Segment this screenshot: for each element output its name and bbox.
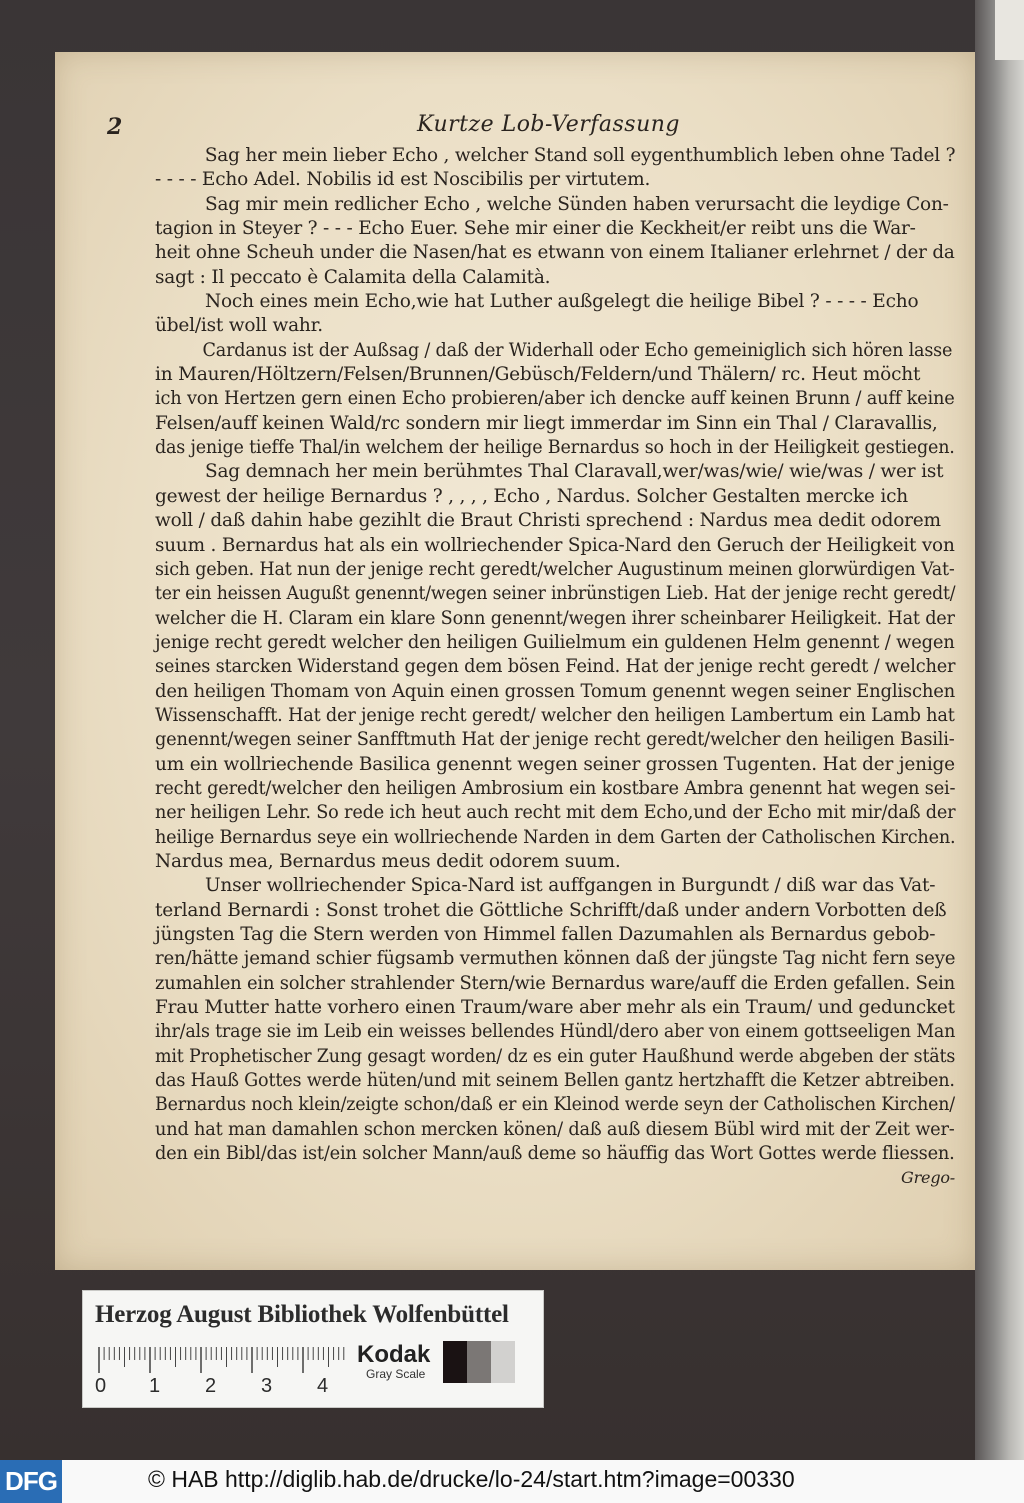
text-line: mit Prophetischer Zung gesagt worden/ dz es ein guter Haußhund werde abgeben der stäts (155, 1045, 956, 1067)
text-line: sagt : Il peccato è Calamita della Calamità. (155, 266, 551, 288)
ruler-number: 3 (261, 1375, 273, 1397)
ruler-number: 1 (149, 1375, 161, 1397)
text-line: um ein wollriechende Basilica genennt wegen seiner grossen Tugenten. Hat der jenige (155, 753, 955, 775)
text-line: terland Bernardi : Sonst trohet die Göttliche Schrifft/daß under andern Vorbotten deß (155, 899, 947, 921)
library-name: Herzog August Bibliothek Wolfenbüttel (95, 1301, 509, 1328)
text-line: Bernardus noch klein/zeigte schon/daß er ein Kleinod werde seyn der Catholischen Kirchen/ (155, 1094, 955, 1116)
text-line: tagion in Steyer ? - - - Echo Euer. Sehe mir einer die Keckheit/er reibt uns die War- (155, 218, 916, 240)
text-line: ihr/als trage sie im Leib ein weisses bellendes Hündl/dero aber von einem gottseeligen Man (155, 1021, 956, 1043)
adjacent-page-edge (975, 0, 1024, 1460)
copyright-url: © HAB http://diglib.hab.de/drucke/lo-24/start.htm?image=00330 (148, 1466, 795, 1492)
ruler-number: 4 (317, 1375, 329, 1397)
text-line: ter ein heissen Augußt genennt/wegen seiner inbrünstigen Lieb. Hat der jenige recht geredt/ (155, 583, 956, 605)
text-line: Nardus mea, Bernardus meus dedit odorem suum. (155, 850, 621, 872)
text-line: recht geredt/welcher den heiligen Ambrosium ein kostbare Ambra genennt hat wegen sei- (155, 777, 956, 799)
dfg-logo: DFG (0, 1460, 62, 1503)
text-line: Sag mir mein redlicher Echo , welche Sünden haben verursacht die leydige Con- (205, 193, 949, 215)
text-line: Unser wollriechender Spica-Nard ist auffgangen in Burgundt / diß war das Vat- (205, 875, 936, 897)
gray-swatch-mid (467, 1341, 491, 1383)
text-line: ren/hätte jemand schier fügsamb vermuthen können daß der jüngste Tag nicht fern seye (155, 948, 956, 970)
ruler-number: 2 (205, 1375, 217, 1397)
catchword: Grego- (901, 1168, 955, 1188)
gray-scale-caption: Gray Scale (366, 1367, 426, 1381)
text-line: und hat man damahlen schon mercken könen/ daß auß diesem Bübl wird mit der Zeit wer- (155, 1118, 955, 1140)
text-line: Noch eines mein Echo,wie hat Luther außgelegt die heilige Bibel ? - - - - Echo (205, 291, 919, 313)
text-line: Felsen/auff keinen Wald/rc sondern mir liegt immerdar im Sinn ein Thal / Claravallis, (155, 412, 938, 434)
running-head (107, 110, 955, 144)
text-line: jenige recht geredt welcher den heiligen Guilielmum ein guldenen Helm genennt / wegen (155, 631, 955, 653)
text-line: heit ohne Scheuh under die Nasen/hat es etwann von einem Italianer erlehrnet / der da (155, 242, 955, 264)
text-line: Frau Mutter hatte vorhero einen Traum/ware aber mehr als ein Traum/ und geduncket (155, 997, 955, 1019)
page-number: 2 (107, 114, 123, 140)
text-line: welcher die H. Claram ein klare Sonn genennt/wegen ihrer scheinbarer Heiligkeit. Hat der (155, 607, 955, 629)
text-line: sich geben. Hat nun der jenige recht geredt/welcher Augustinum meinen glorwürdigen Vat- (155, 558, 955, 580)
text-line: woll / daß dahin habe gezihlt die Braut Christi sprechend : Nardus mea dedit odorem (155, 510, 941, 532)
gray-swatch-light (491, 1341, 515, 1383)
body-text (155, 144, 955, 1166)
kodak-logo: Kodak (357, 1341, 431, 1368)
text-line: jüngsten Tag die Stern werden von Himmel fallen Dazumahlen als Bernardus gebob- (155, 924, 936, 945)
text-line: das Hauß Gottes werde hüten/und mit seinem Bellen gantz hertzhafft die Ketzer abtreiben. (155, 1070, 955, 1092)
text-line: genennt/wegen seiner Sanfftmuth Hat der jenige recht geredt/welcher den heiligen Basili- (155, 729, 955, 751)
text-line: seines starcken Widerstand gegen dem bösen Feind. Hat der jenige recht geredt / welcher (155, 656, 956, 678)
text-line: suum . Bernardus hat als ein wollriechender Spica-Nard den Geruch der Heiligkeit von (155, 534, 955, 556)
running-head-title: Kurtze Lob-Verfassung (417, 112, 681, 137)
text-line: ich von Hertzen gern einen Echo probieren/aber ich dencke auff keinen Brunn / auff keine (155, 388, 955, 410)
text-line: Sag her mein lieber Echo , welcher Stand soll eygenthumblich leben ohne Tadel ? (204, 145, 956, 166)
text-line: Wissenschafft. Hat der jenige recht geredt/ welcher den heiligen Lambertum ein Lamb hat (155, 704, 955, 726)
library-label-card (82, 1290, 544, 1408)
text-line: das jenige tieffe Thal/in welchem der heilige Bernardus so hoch in der Heiligkeit gestiegen. (155, 437, 955, 459)
scale-ruler (97, 1347, 347, 1373)
book-page (55, 52, 975, 1270)
text-line: heilige Bernardus seye ein wollriechende Narden in dem Garten der Catholischen Kirchen. (155, 826, 956, 848)
text-line: den ein Bibl/das ist/ein solcher Mann/auß deme so häuffig das Wort Gottes werde fliessen. (155, 1143, 955, 1165)
page-text (107, 110, 956, 1191)
text-line: Cardanus ist der Außsag / daß der Widerhall oder Echo gemeiniglich sich hören lasse (202, 339, 953, 361)
text-line: ner heiligen Lehr. So rede ich heut auch recht mit dem Echo,und der Echo mit mir/daß der (155, 802, 956, 824)
gray-swatch-dark (443, 1341, 467, 1383)
text-line: übel/ist woll wahr. (155, 315, 323, 337)
text-line: Sag demnach her mein berühmtes Thal Claravall,wer/was/wie/ wie/was / wer ist (205, 461, 944, 483)
text-line: in Mauren/Höltzern/Felsen/Brunnen/Gebüsch/Feldern/und Thälern/ rc. Heut möcht (155, 364, 921, 386)
ruler-number: 0 (95, 1375, 107, 1397)
text-line: gewest der heilige Bernardus ? , , , , Echo , Nardus. Solcher Gestalten mercke ich (155, 485, 908, 507)
text-line: zumahlen ein solcher strahlender Stern/wie Bernardus ware/auff die Erden gefallen. Sein (155, 972, 956, 994)
text-line: den heiligen Thomam von Aquin einen grossen Tomum genennt wegen seiner Englischen (155, 680, 956, 702)
text-line: - - - - Echo Adel. Nobilis id est Noscibilis per virtutem. (155, 169, 651, 191)
